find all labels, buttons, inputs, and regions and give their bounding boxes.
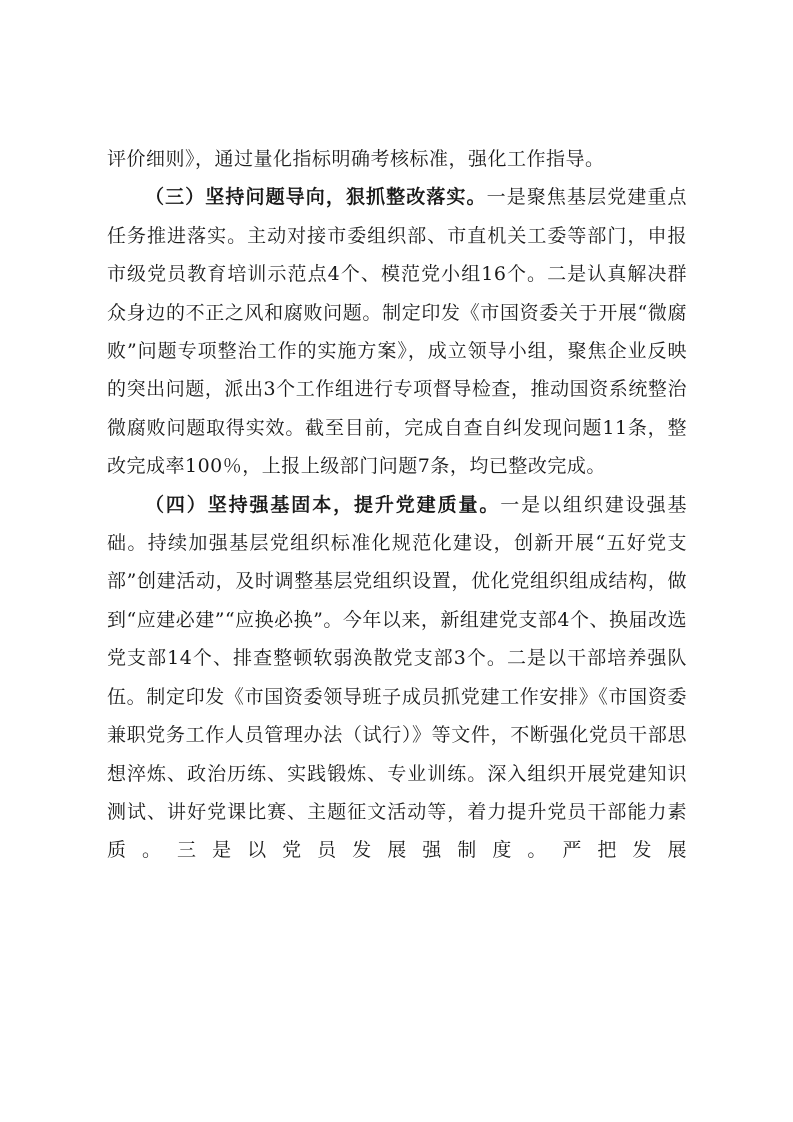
paragraph-text: 一是以组织建设强基础。持续加强基层党组织标准化规范化建设，创新开展“五好党支部”创建活动，及时调整基层党组织设置，优化党组织组成结构，做到“应建必建”“应换必换”。今年以来，新组建党支部4个、换届改选党支部14个、排查整顿软弱涣散党支部3个。二是以干部培养强队伍。制定印发《市国资委领导班子成员抓党建工作安排》《市国资委兼职党务工作人员管理办法（试行）》等文件，不断强化党员干部思想淬炼、政治历练、实践锻炼、专业训练。深入组织开展党建知识测试、讲好党课比赛、主题征文活动等，着力提升党员干部能力素质。三是以党员发展强制度。严把发展	[107, 493, 687, 862]
section-heading: （四）坚持强基固本，提升党建质量。	[145, 493, 501, 516]
document-body	[107, 140, 687, 870]
paragraph-text: 一是聚焦基层党建重点任务推进落实。主动对接市委组织部、市直机关工委等部门，申报市级党员教育培训示范点4个、模范党小组16个。二是认真解决群众身边的不正之风和腐败问题。制定印发《市国资委关于开展“微腐败”问题专项整治工作的实施方案》，成立领导小组，聚焦企业反映的突出问题，派出3个工作组进行专项督导检查，推动国资系统整治微腐败问题取得实效。截至目前，完成自查自纠发现问题11条，整改完成率100％，上报上级部门问题7条，均已整改完成。	[107, 186, 687, 478]
paragraph-text: 评价细则》，通过量化指标明确考核标准，强化工作指导。	[107, 148, 605, 170]
section-heading: （三）坚持问题导向，狠抓整改落实。	[145, 186, 487, 209]
paragraph-section-4	[107, 486, 687, 870]
paragraph-section-3	[107, 178, 687, 485]
paragraph-continuation	[107, 140, 687, 178]
